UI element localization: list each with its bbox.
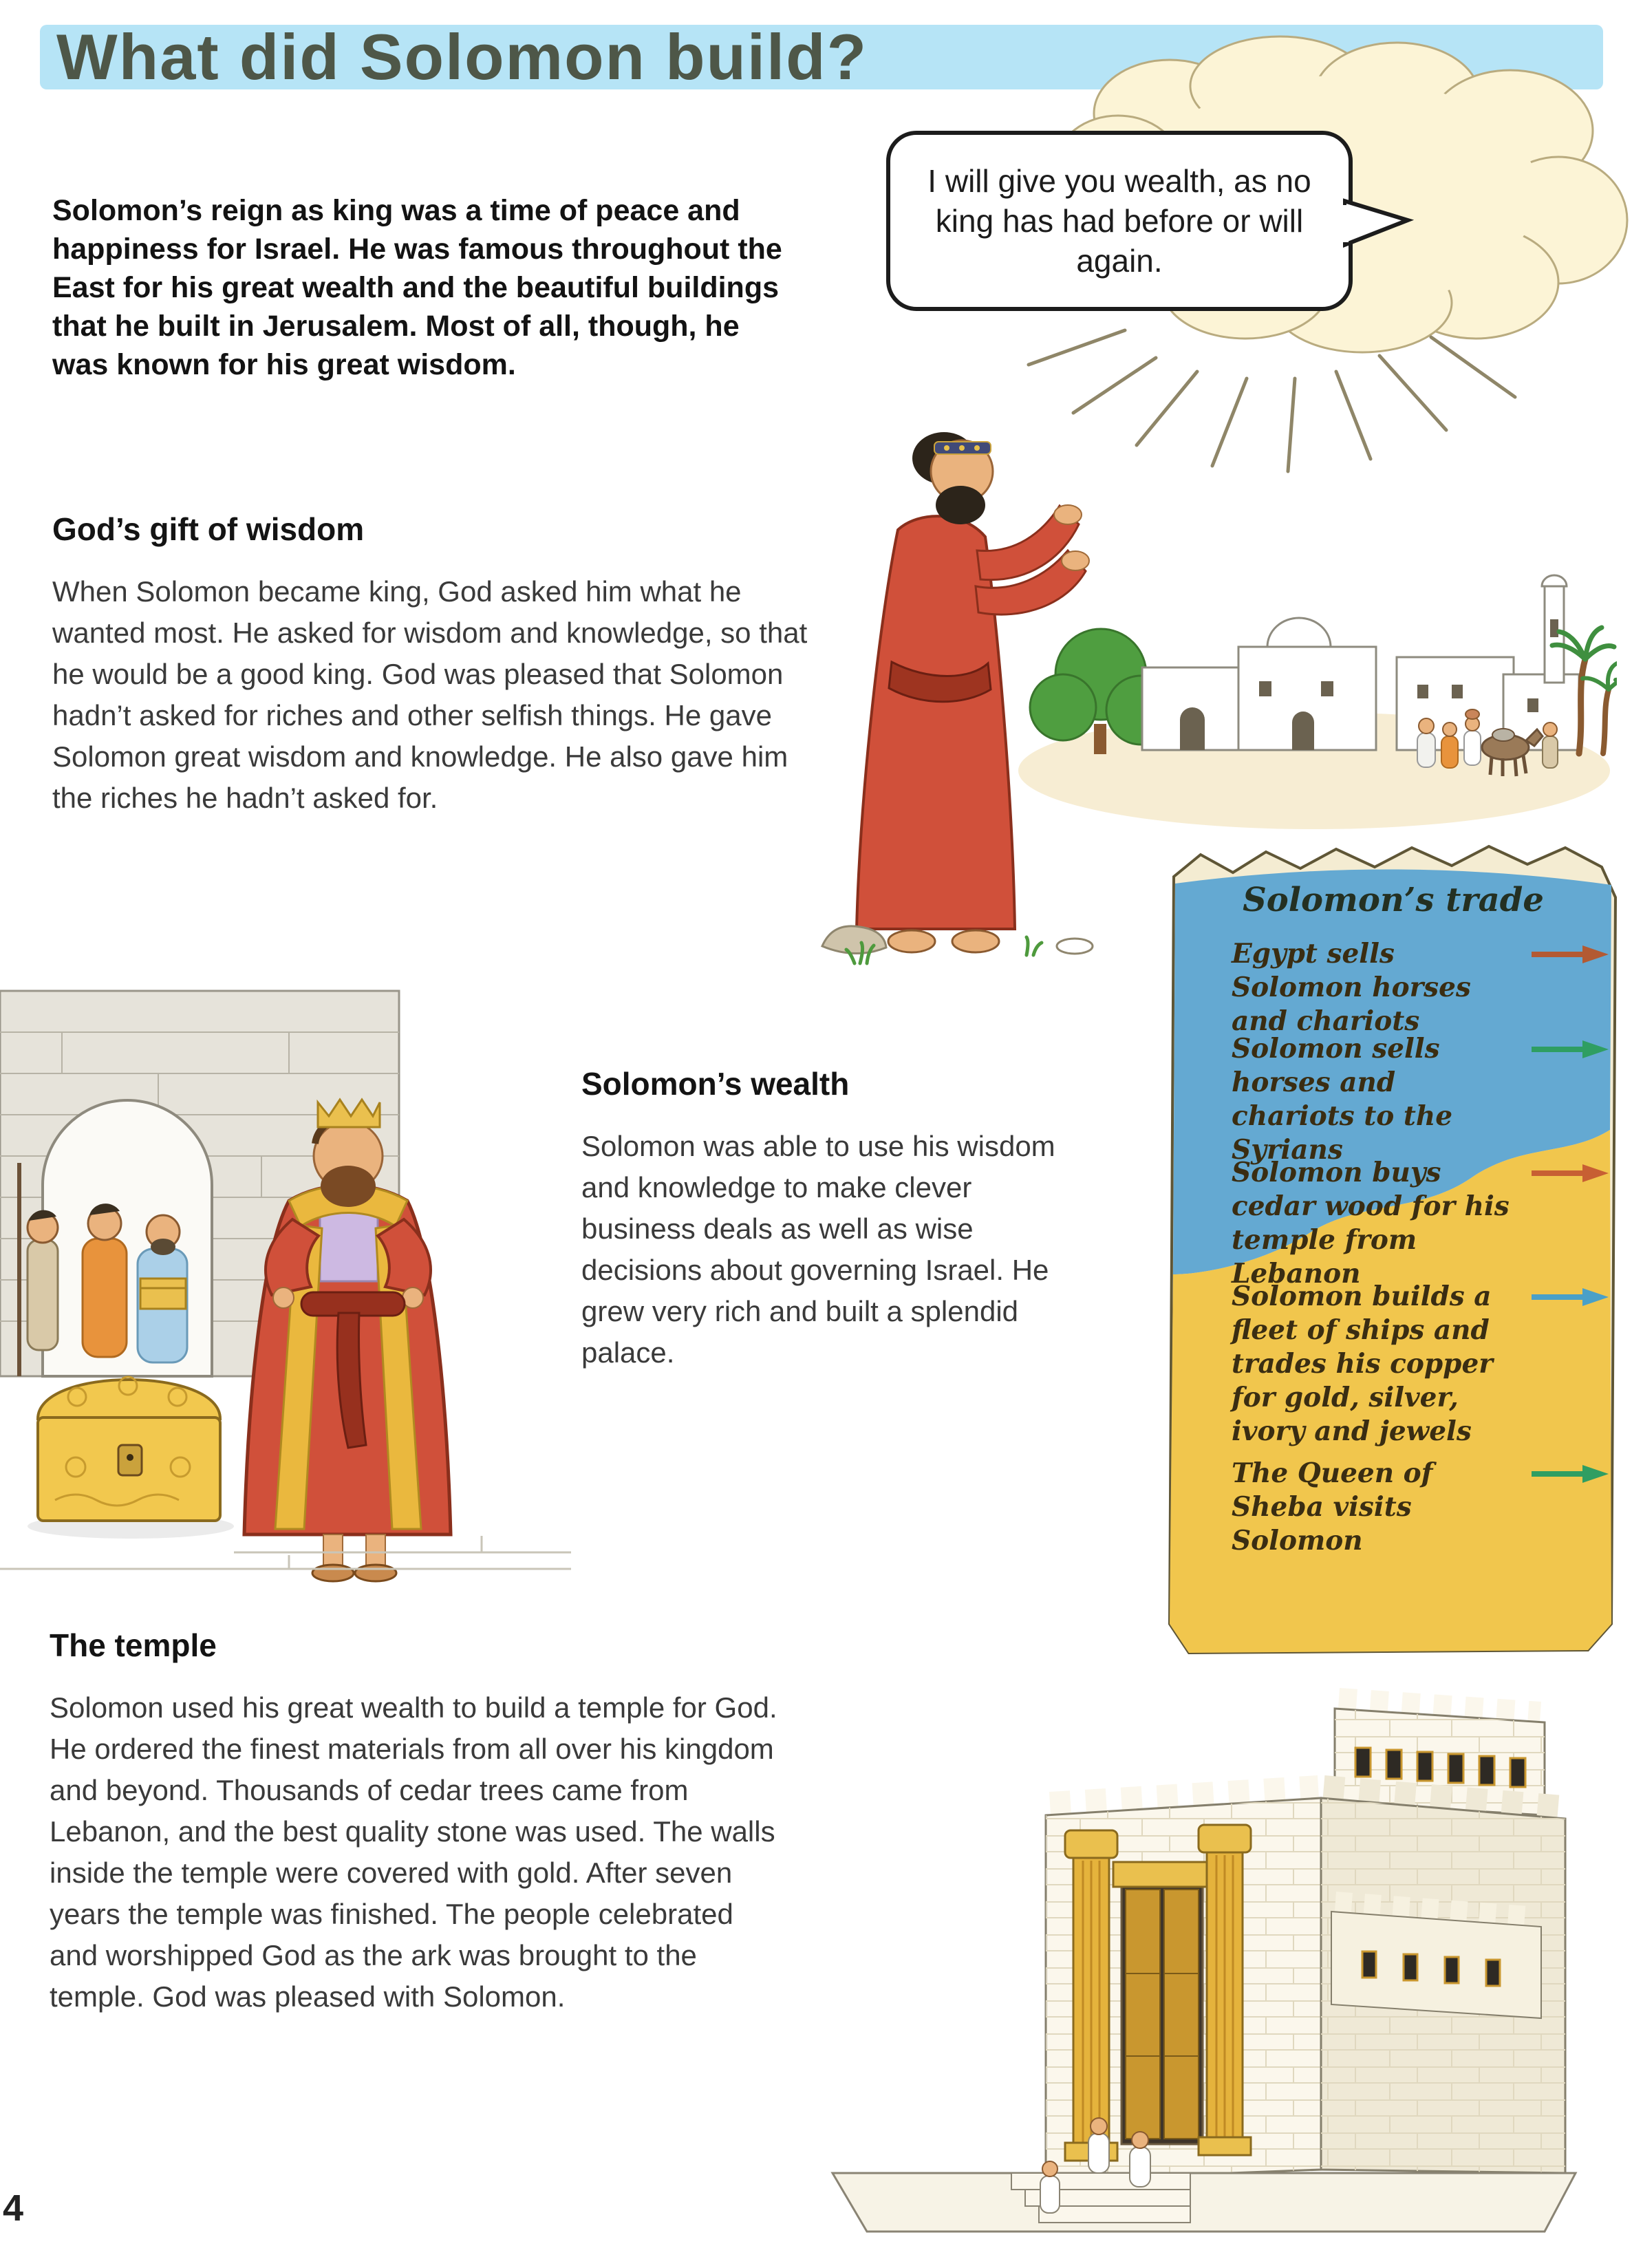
section-body-gods-gift: When Solomon became king, God asked him what he wanted most. He asked for wisdom and knowledge, so that he would be a good king. God was pleased that Solomon hadn’t asked for riches and other selfish things. He gave Solomon great wisdom and knowledge. He also gave him the riches he hadn’t asked for.	[52, 575, 808, 814]
trade-arrow-icon	[1529, 943, 1611, 966]
beard	[936, 486, 985, 524]
trade-item-text: Egypt sells Solomon horses and chariots	[1232, 938, 1471, 1037]
page-title: What did Solomon build?	[56, 21, 868, 93]
speech-bubble	[886, 131, 1353, 311]
temple-illustration	[750, 1588, 1637, 2256]
section-solomons-wealth	[581, 1065, 1087, 1373]
section-the-temple	[50, 1627, 789, 2018]
section-heading-temple: The temple	[50, 1627, 217, 1663]
trade-item	[1232, 1457, 1611, 1558]
paving-lines	[0, 1536, 571, 1569]
beard	[321, 1166, 376, 1207]
small-stone	[1057, 939, 1093, 954]
gold-column-icon	[1199, 1825, 1251, 2155]
trade-item	[1232, 1032, 1611, 1167]
temple-platform	[833, 2173, 1576, 2232]
temple-entrance	[1065, 1825, 1251, 2161]
trade-item-text: Solomon sells horses and chariots to the Syrians	[1232, 1033, 1453, 1166]
speech-bubble-tail	[1343, 195, 1415, 250]
trade-arrow-icon	[1529, 1038, 1611, 1061]
intro-paragraph: Solomon’s reign as king was a time of peace and happiness for Israel. He was famous throughout the East for his great wealth and the beautiful buildings that he built in Jerusalem. Most of all, though, he was known for his great wisdom.	[52, 194, 782, 381]
section-heading-gods-gift: God’s gift of wisdom	[52, 511, 365, 547]
temple-inner-wall	[1331, 1901, 1541, 2018]
king-treasure-illustration	[0, 963, 571, 1583]
solomon-praying-illustration	[757, 323, 1128, 984]
trade-arrow-icon	[1529, 1285, 1611, 1309]
temple-steps	[1011, 2173, 1190, 2223]
gold-column-icon	[1065, 1830, 1117, 2161]
trade-panel	[1163, 834, 1624, 1680]
section-heading-wealth: Solomon’s wealth	[581, 1066, 850, 1102]
trade-panel-title: Solomon’s trade	[1243, 881, 1544, 919]
speech-bubble-text: I will give you wealth, as no king has had before or will again.	[927, 163, 1311, 279]
trade-item-text: Solomon builds a fleet of ships and trades his copper for gold, silver, ivory and jewels	[1232, 1281, 1493, 1447]
section-body-temple: Solomon used his great wealth to build a temple for God. He ordered the finest materials from all over his kingdom and beyond. Thousands of cedar trees came from Lebanon, and the best quality stone was used. The walls inside the temple were covered with gold. After seven years the temple was finished. The people celebrated and worshipped God as the ark was brought to the temple. God was pleased with Solomon.	[50, 1691, 777, 2013]
treasure-chest-icon	[28, 1377, 234, 1539]
trade-item	[1232, 1280, 1611, 1448]
section-gods-gift	[52, 511, 809, 819]
trade-item-text: Solomon buys cedar wood for his temple from Lebanon	[1232, 1157, 1510, 1290]
trade-item	[1232, 937, 1611, 1038]
attendant-orange	[83, 1203, 127, 1357]
page-number: 4	[3, 2187, 24, 2229]
buildings	[1142, 575, 1579, 750]
trade-item-text: The Queen of Sheba visits Solomon	[1232, 1457, 1433, 1556]
section-body-wealth: Solomon was able to use his wisdom and knowledge to make clever business deals as well as wise decisions about governing Israel. He grew very rich and built a splendid palace.	[581, 1130, 1055, 1369]
trade-arrow-icon	[1529, 1462, 1611, 1486]
trade-arrow-icon	[1529, 1162, 1611, 1185]
trade-item	[1232, 1156, 1611, 1291]
solomon-figure	[857, 432, 1089, 952]
